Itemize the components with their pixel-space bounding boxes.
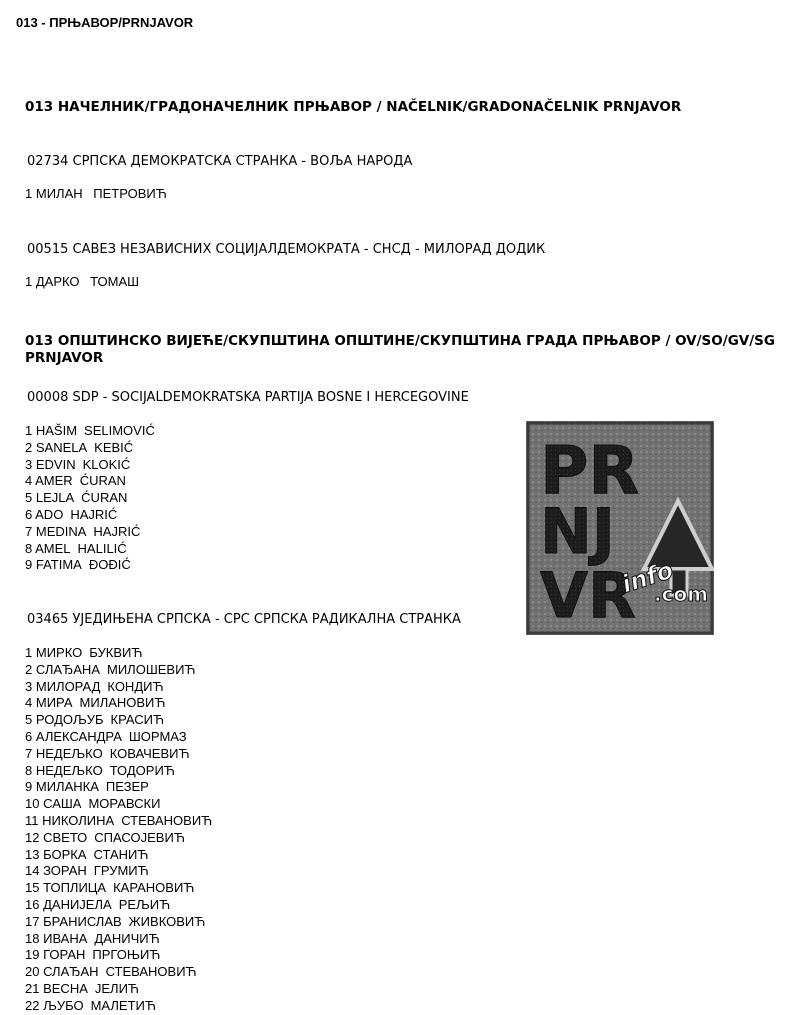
candidate-first-name: ТОПЛИЦА [43,880,107,896]
candidate-last-name: МИЛОШЕВИЋ [107,661,196,677]
candidate-number: 15 [25,880,40,896]
candidate-last-name: РЕЉИЋ [118,896,171,912]
candidate-row [25,507,155,524]
candidate-first-name: EDVIN [35,456,76,472]
candidate-last-name: ТОМАШ [90,274,140,289]
candidate-row [25,746,212,763]
candidate-first-name: HAŠIM [35,423,78,438]
logo-graphic [526,421,714,635]
candidate-last-name: ĆURAN [81,490,128,506]
candidate-last-name: ПРГОЊИЋ [92,947,161,963]
candidate-number: 14 [25,863,40,879]
logo-letters-row1: PR [540,432,640,509]
candidate-number: 1 [25,423,33,438]
candidate-row [25,880,212,897]
mayor-candidate-list [25,186,167,203]
candidate-number: 21 [25,980,40,996]
candidate-first-name: AMER [35,473,73,489]
candidate-first-name: ГОРАН [43,947,86,963]
candidate-row [25,274,139,291]
candidate-last-name: СТЕВАНОВИЋ [121,812,213,828]
candidate-first-name: СЛАЂАН [43,964,99,980]
candidate-last-name: ШОРМАЗ [128,728,187,744]
candidate-number: 5 [25,490,33,506]
candidate-row [25,557,155,574]
candidate-row [25,830,212,847]
logo-letters-row2: NJ [540,495,615,568]
candidate-number: 9 [25,557,33,573]
candidate-row [25,423,155,440]
candidate-last-name: HAJRIĆ [93,523,141,539]
candidate-number: 8 [25,762,33,778]
assembly-candidate-list [25,423,155,574]
candidate-number: 5 [25,712,33,728]
candidate-last-name: ГРУМИЋ [93,863,149,879]
candidate-row [25,695,212,712]
document-header: 013 - ПРЊАВОР/PRNJAVOR [16,15,194,30]
candidate-number: 7 [25,523,33,539]
candidate-last-name: ĐOĐIĆ [88,557,131,573]
assembly-party-name: 03465 УЈЕДИЊЕНА СРПСКА - СРС СРПСКА РАДИКАЛНА СТРАНКА [27,612,461,627]
candidate-number: 8 [25,540,33,556]
candidate-first-name: САША [43,796,82,812]
assembly-candidate-list [25,645,212,1015]
candidate-last-name: ДАНИЧИЋ [94,930,160,946]
assembly-section-title [25,333,775,367]
candidate-last-name: КРАСИЋ [110,712,165,728]
assembly-party-name: 00008 SDP - SOCIJALDEMOKRATSKA PARTIJA BOSNE I HERCEGOVINE [27,390,469,405]
candidate-first-name: ИВАНА [43,930,88,946]
candidate-last-name: МАЛЕТИЋ [90,997,156,1013]
candidate-first-name: МИЛАНКА [35,779,99,795]
candidate-number: 1 [25,186,33,201]
candidate-row [25,490,155,507]
candidate-number: 20 [25,964,40,980]
candidate-row [25,457,155,474]
candidate-first-name: МИРКО [35,645,83,660]
candidate-row [25,847,212,864]
candidate-number: 3 [25,456,33,472]
candidate-first-name: МИРА [35,695,73,711]
candidate-row [25,645,212,662]
candidate-first-name: НИКОЛИНА [42,812,115,828]
candidate-last-name: KEBIĆ [94,439,134,455]
candidate-first-name: ЉУБО [43,997,84,1013]
candidate-last-name: БУКВИЋ [89,645,143,660]
candidate-last-name: ПЕЗЕР [105,779,149,795]
candidate-first-name: МИЛАН [35,186,83,201]
candidate-row [25,813,212,830]
candidate-last-name: SELIMOVIĆ [84,423,155,438]
candidate-number: 1 [25,645,33,660]
candidate-last-name: СТЕВАНОВИЋ [105,964,197,980]
candidate-row [25,662,212,679]
mayor-party-name: 00515 САВЕЗ НЕЗАВИСНИХ СОЦИЈАЛДЕМОКРАТА - СНСД - МИЛОРАД ДОДИК [27,242,546,257]
candidate-number: 22 [25,997,40,1013]
candidate-first-name: РОДОЉУБ [35,712,104,728]
candidate-last-name: ЖИВКОВИЋ [128,913,206,929]
candidate-row [25,473,155,490]
candidate-first-name: ДАРКО [35,274,80,289]
mayor-party-name: 02734 СРПСКА ДЕМОКРАТСКА СТРАНКА - ВОЉА НАРОДА [27,154,413,169]
candidate-number: 18 [25,930,40,946]
candidate-row [25,914,212,931]
candidate-last-name: ЈЕЛИЋ [94,980,140,996]
candidate-row [25,998,212,1015]
candidate-first-name: СВЕТО [43,829,88,845]
candidate-last-name: HALILIĆ [77,540,127,556]
candidate-row [25,779,212,796]
candidate-last-name: СПАСОЈЕВИЋ [94,829,185,845]
candidate-number: 9 [25,779,33,795]
candidate-last-name: ĆURAN [79,473,126,489]
candidate-number: 19 [25,947,40,963]
candidate-first-name: ADO [35,506,64,522]
candidate-last-name: КАРАНОВИЋ [113,880,195,896]
candidate-last-name: KLOKIĆ [82,456,131,472]
candidate-row [25,524,155,541]
candidate-number: 3 [25,678,33,694]
candidate-last-name: КОВАЧЕВИЋ [109,745,190,761]
candidate-row [25,440,155,457]
candidate-row [25,186,167,203]
assembly-title-line2: PRNJAVOR [25,350,104,366]
mayor-section-title: 013 НАЧЕЛНИК/ГРАДОНАЧЕЛНИК ПРЊАВОР / NAČELNIK/GRADONAČELNIK PRNJAVOR [25,99,682,115]
candidate-last-name: МОРАВСКИ [88,796,161,812]
candidate-number: 12 [25,829,40,845]
candidate-row [25,947,212,964]
candidate-row [25,981,212,998]
candidate-number: 11 [25,812,39,828]
candidate-row [25,931,212,948]
logo-letters-row3: VR [540,559,636,632]
candidate-first-name: БРАНИСЛАВ [43,913,122,929]
candidate-last-name: ПЕТРОВИЋ [93,186,167,201]
candidate-number: 16 [25,896,40,912]
logo-info-text: info [618,555,677,599]
candidate-first-name: МИЛОРАД [35,678,101,694]
candidate-first-name: БОРКА [43,846,87,862]
candidate-number: 6 [25,506,33,522]
candidate-number: 4 [25,695,33,711]
candidate-number: 1 [25,274,33,289]
candidate-first-name: НЕДЕЉКО [35,762,103,778]
candidate-first-name: ДАНИЈЕЛА [43,896,112,912]
candidate-first-name: ЗОРАН [43,863,87,879]
candidate-first-name: AMEL [35,540,71,556]
candidate-row [25,679,212,696]
candidate-row [25,763,212,780]
candidate-first-name: ВЕСНА [43,980,88,996]
prnjavor-info-logo [526,421,714,635]
candidate-last-name: ТОДОРИЋ [109,762,175,778]
candidate-first-name: СЛАЂАНА [35,661,100,677]
candidate-first-name: SANELA [35,439,88,455]
candidate-row [25,964,212,981]
candidate-number: 7 [25,745,33,761]
candidate-last-name: HAJRIĆ [70,506,118,522]
candidate-row [25,712,212,729]
candidate-number: 6 [25,728,33,744]
candidate-first-name: FATIMA [35,557,82,573]
candidate-row [25,729,212,746]
candidate-number: 2 [25,439,33,455]
candidate-number: 2 [25,661,33,677]
candidate-row [25,796,212,813]
candidate-row [25,897,212,914]
logo-com-text: .com [654,582,709,606]
candidate-row [25,541,155,558]
mayor-candidate-list [25,274,139,291]
candidate-last-name: КОНДИЋ [107,678,164,694]
candidate-number: 17 [25,913,40,929]
candidate-first-name: MEDINA [35,523,87,539]
candidate-first-name: АЛЕКСАНДРА [35,728,122,744]
candidate-last-name: СТАНИЋ [93,846,149,862]
candidate-first-name: НЕДЕЉКО [35,745,103,761]
assembly-title-line1: 013 ОПШТИНСКО ВИЈЕЋЕ/СКУПШТИНА ОПШТИНЕ/СКУПШТИНА ГРАДА ПРЊАВОР / OV/SO/GV/SG [25,333,775,349]
candidate-number: 13 [25,846,40,862]
candidate-row [25,863,212,880]
candidate-first-name: LEJLA [35,490,75,506]
candidate-last-name: МИЛАНОВИЋ [79,695,166,711]
candidate-number: 4 [25,473,33,489]
candidate-number: 10 [25,796,40,812]
